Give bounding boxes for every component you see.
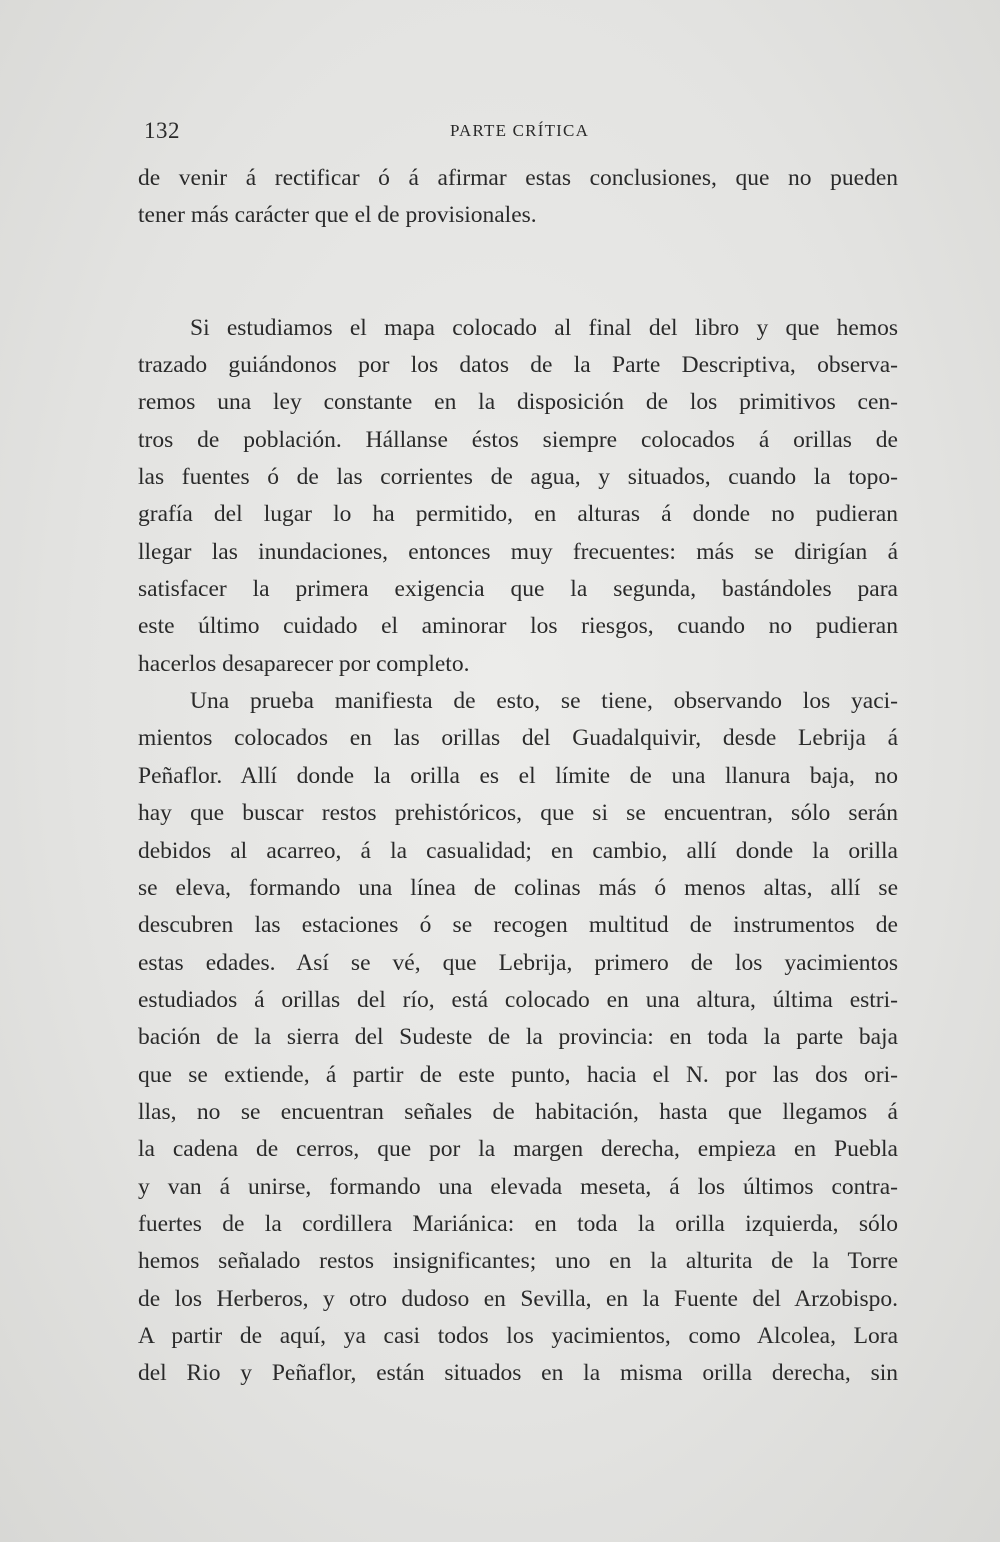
paragraph-2: [138, 310, 898, 683]
paragraph-1: [138, 160, 898, 235]
text-line: satisfacer la primera exigencia que la segunda, bastándoles para: [138, 576, 898, 603]
text-line: remos una ley constante en la disposición de los primitivos cen-: [138, 389, 898, 416]
text-line: hacerlos desaparecer por completo.: [138, 650, 470, 677]
text-line: descubren las estaciones ó se recogen multitud de instrumentos de: [138, 912, 898, 939]
text-line: que se extiende, á partir de este punto, hacia el N. por las dos ori-: [138, 1061, 898, 1088]
text-line: se eleva, formando una línea de colinas más ó menos altas, allí se: [138, 874, 898, 901]
text-line: estudiados á orillas del río, está colocado en una altura, última estri-: [138, 986, 898, 1013]
text-line: llegar las inundaciones, entonces muy frecuentes: más se dirigían á: [138, 538, 898, 565]
text-line: la cadena de cerros, que por la margen derecha, empieza en Puebla: [138, 1136, 898, 1163]
text-line: Peñaflor. Allí donde la orilla es el límite de una llanura baja, no: [138, 762, 898, 789]
page-number: 132: [144, 118, 180, 143]
text-line: bación de la sierra del Sudeste de la provincia: en toda la parte baja: [138, 1024, 898, 1051]
text-line: trazado guiándonos por los datos de la Parte Descriptiva, observa-: [138, 352, 898, 379]
text-line: las fuentes ó de las corrientes de agua, y situados, cuando la topo-: [138, 464, 898, 491]
text-line: fuertes de la cordillera Mariánica: en toda la orilla izquierda, sólo: [138, 1210, 898, 1237]
body-text: [138, 160, 898, 1393]
running-title: PARTE CRÍTICA: [449, 121, 590, 140]
text-line: tener más carácter que el de provisionales.: [138, 202, 537, 229]
text-line: Una prueba manifiesta de esto, se tiene, observando los yaci-: [190, 688, 898, 715]
text-line: grafía del lugar lo ha permitido, en alturas á donde no pudieran: [138, 501, 898, 528]
text-line: este último cuidado el aminorar los riesgos, cuando no pudieran: [138, 613, 898, 640]
text-line: tros de población. Hállanse éstos siempre colocados á orillas de: [138, 426, 898, 453]
paragraph-3: [138, 683, 898, 1393]
paragraph-gap: [138, 235, 898, 310]
text-line: llas, no se encuentran señales de habitación, hasta que llegamos á: [138, 1098, 898, 1125]
text-line: debidos al acarreo, á la casualidad; en cambio, allí donde la orilla: [138, 837, 898, 864]
text-line: del Rio y Peñaflor, están situados en la misma orilla derecha, sin: [138, 1360, 898, 1387]
text-line: hay que buscar restos prehistóricos, que si se encuentran, sólo serán: [138, 800, 898, 827]
text-line: de los Herberos, y otro dudoso en Sevilla, en la Fuente del Arzobispo.: [138, 1285, 898, 1312]
text-line: hemos señalado restos insignificantes; uno en la alturita de la Torre: [138, 1248, 898, 1275]
text-line: A partir de aquí, ya casi todos los yacimientos, como Alcolea, Lora: [138, 1322, 898, 1349]
text-line: de venir á rectificar ó á afirmar estas conclusiones, que no pueden: [138, 165, 898, 191]
running-head: [142, 118, 897, 148]
text-line: estas edades. Así se vé, que Lebrija, primero de los yacimientos: [138, 949, 898, 976]
text-line: mientos colocados en las orillas del Guadalquivir, desde Lebrija á: [138, 725, 898, 752]
text-line: y van á unirse, formando una elevada meseta, á los últimos contra-: [138, 1173, 898, 1200]
text-line: Si estudiamos el mapa colocado al final del libro y que hemos: [190, 314, 898, 341]
